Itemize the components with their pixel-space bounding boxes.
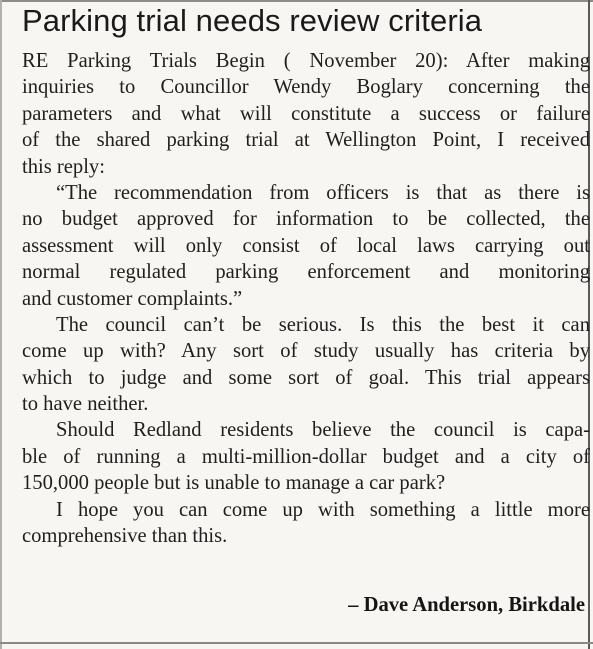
body-line: and customer complaints.”	[22, 287, 243, 310]
body-line: come up with? Any sort of study usually has criteria by	[22, 340, 590, 363]
body-line: “The recommendation from officers is that as there is	[56, 181, 590, 204]
body-line: normal regulated parking enforcement and monitoring	[22, 261, 590, 284]
body-line: which to judge and some sort of goal. This trial appears	[22, 366, 590, 389]
body-line: inquiries to Councillor Wendy Boglary concerning the	[22, 76, 590, 99]
letter-body	[22, 48, 590, 549]
body-line: to have neither.	[22, 393, 149, 416]
letter-signature: – Dave Anderson, Birkdale	[348, 594, 585, 616]
clipping-border-left	[0, 0, 2, 649]
body-line: no budget approved for information to be collected, the	[22, 208, 590, 231]
body-line: RE Parking Trials Begin ( November 20): After making	[22, 50, 590, 72]
body-line: The council can’t be serious. Is this the best it can	[56, 313, 590, 336]
body-line: parameters and what will constitute a success or failure	[22, 102, 590, 125]
body-line: ble of running a multi-million-dollar budget and a city of	[22, 445, 590, 468]
body-line: 150,000 people but is unable to manage a car park?	[22, 472, 446, 495]
body-line: this reply:	[22, 155, 105, 178]
letter-headline: Parking trial needs review criteria	[22, 3, 483, 38]
body-line: comprehensive than this.	[22, 525, 228, 548]
body-line: Should Redland residents believe the council is capa-	[56, 419, 590, 442]
body-line: I hope you can come up with something a little more	[56, 498, 590, 521]
body-line: of the shared parking trial at Wellington Point, I received	[22, 129, 590, 152]
body-line: assessment will only consist of local laws carrying out	[22, 234, 590, 257]
clipping-border-bottom	[0, 642, 593, 644]
